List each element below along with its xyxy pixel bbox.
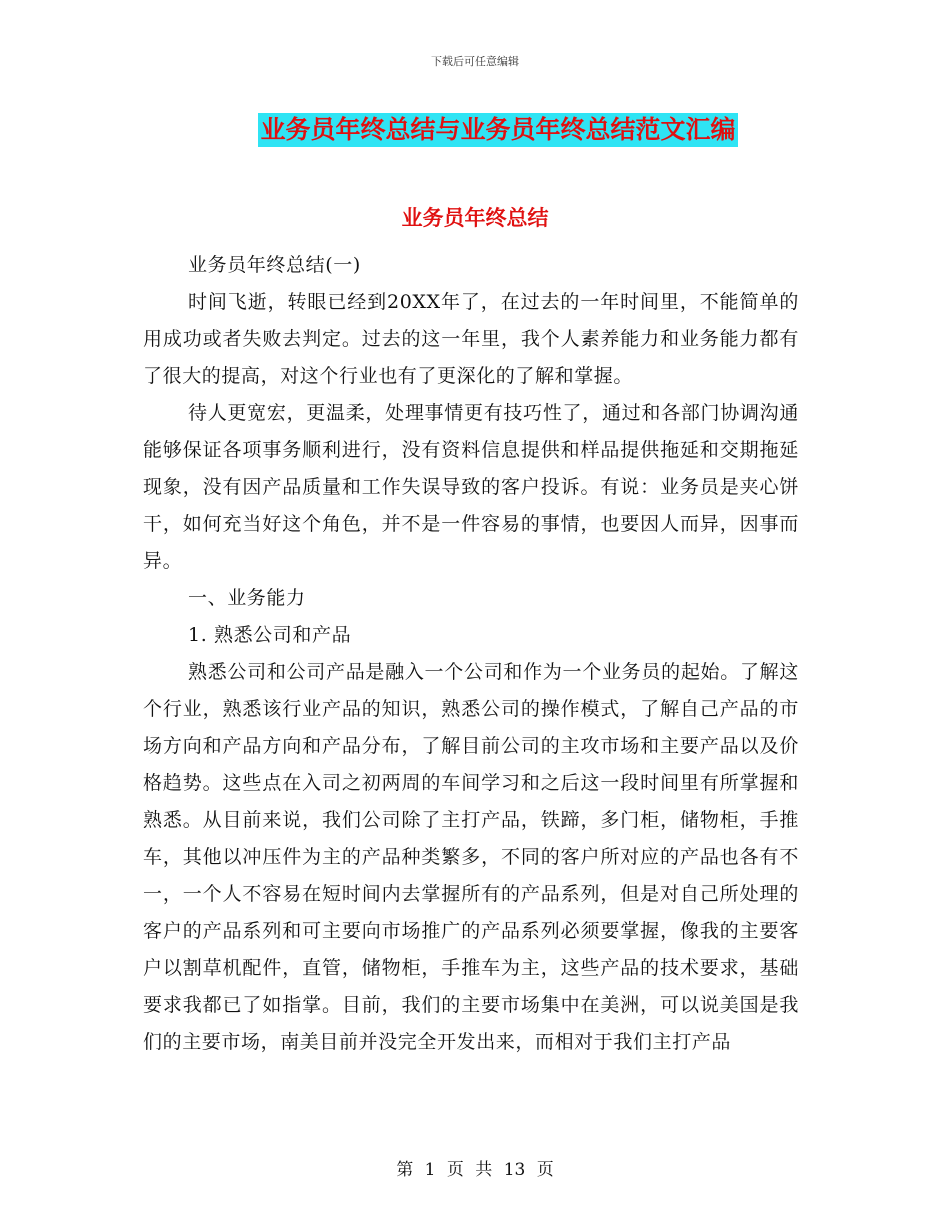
document-title: 业务员年终总结与业务员年终总结范文汇编 [258, 113, 737, 147]
body-paragraph: 熟悉公司和公司产品是融入一个公司和作为一个业务员的起始。了解这个行业，熟悉该行业产品的知识，熟悉公司的操作模式，了解自己产品的市场方向和产品方向和产品分布，了解目前公司的主攻市场和主要产品以及价格趋势。这些点在入司之初两周的车间学习和之后这一段时间里有所掌握和熟悉。从目前来说，我们公司除了主打产品，铁蹄，多门柜，储物柜，手推车，其他以冲压件为主的产品种类繁多，不同的客户所对应的产品也各有不一，一个人不容易在短时间内去掌握所有的产品系列，但是对自己所处理的客户的产品系列和可主要向市场推广的产品系列必须要掌握，像我的主要客户以割草机配件，直管，储物柜，手推车为主，这些产品的技术要求，基础要求我都已了如指掌。目前，我们的主要市场集中在美洲，可以说美国是我们的主要市场，南美目前并没完全开发出来，而相对于我们主打产品 [143, 661, 799, 1053]
document-subtitle: 业务员年终总结 [401, 206, 549, 230]
title-block [0, 113, 950, 147]
subsection-heading: 1. 熟悉公司和产品 [188, 624, 352, 646]
body-paragraph: 时间飞逝，转眼已经到20XX年了，在过去的一年时间里，不能简单的用成功或者失败去判定。过去的这一年里，我个人素养能力和业务能力都有了很大的提高，对这个行业也有了更深化的了解和掌握。 [143, 291, 799, 387]
section-heading: 业务员年终总结(一) [188, 254, 361, 276]
section-heading: 一、业务能力 [188, 587, 306, 609]
page-number: 第 1 页 共 13 页 [396, 1160, 554, 1180]
document-body [143, 247, 799, 1061]
body-paragraph: 待人更宽宏，更温柔，处理事情更有技巧性了，通过和各部门协调沟通能够保证各项事务顺利进行，没有资料信息提供和样品提供拖延和交期拖延现象，没有因产品质量和工作失误导致的客户投诉。有说：业务员是夹心饼干，如何充当好这个角色，并不是一件容易的事情，也要因人而异，因事而异。 [143, 402, 799, 572]
header-note: 下载后可任意编辑 [431, 55, 519, 68]
